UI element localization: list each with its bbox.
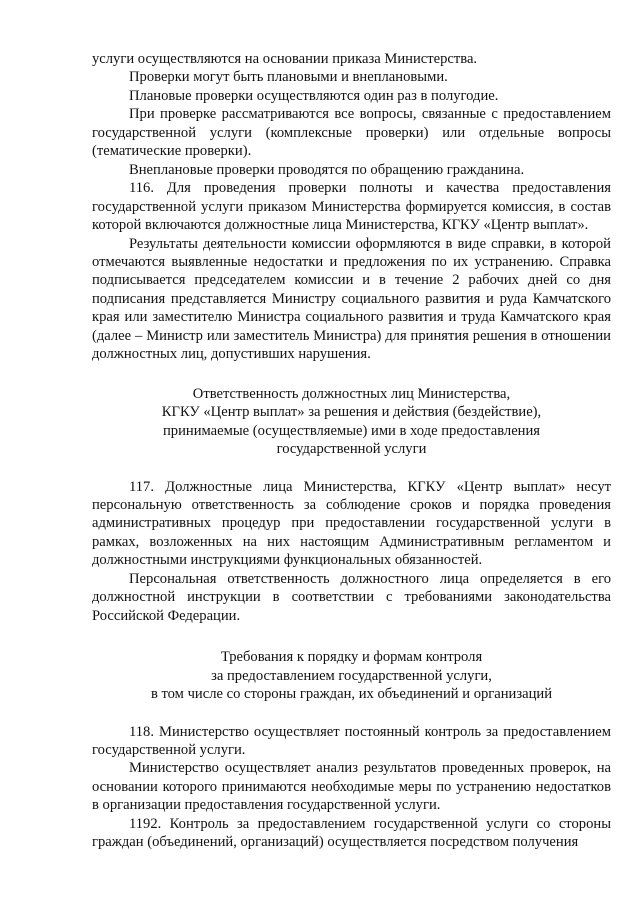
paragraph-check-types: Проверки могут быть плановыми и внеплановыми.: [129, 69, 448, 86]
section-heading-line: принимаемые (осуществляемые) ими в ходе предоставления: [162, 422, 540, 439]
section-heading-line: Ответственность должностных лиц Министерства,: [192, 385, 511, 402]
paragraph-check-scope: При проверке рассматриваются все вопросы, связанные с предоставлением государственной услуги (комплексные проверки) или отдельные вопросы (тематические проверки).: [92, 106, 611, 160]
section-heading-line: в том числе со стороны граждан, их объединений и организаций: [150, 686, 553, 703]
paragraph-personal-responsibility: Персональная ответственность должностного лица определяется в его должностной инструкции в соответствии с требованиями законодательства Российской Федерации.: [92, 570, 611, 624]
paragraph-116: 116. Для проведения проверки полноты и качества предоставления государственной услуги приказом Министерства формируется комиссия, в состав которой включаются должностные лица Министерства, КГКУ «Центр выплат».: [92, 180, 611, 234]
paragraph-118: 118. Министерство осуществляет постоянный контроль за предоставлением государственной услуги.: [92, 723, 611, 758]
document-page: [92, 50, 611, 852]
section-heading-line: Требования к порядку и формам контроля: [220, 649, 483, 666]
paragraph-ministry-analysis: Министерство осуществляет анализ результатов проведенных проверок, на основании которого принимаются необходимые меры по устранению недостатков в организации предоставления государственной услуги.: [92, 760, 611, 814]
paragraph-117: 117. Должностные лица Министерства, КГКУ «Центр выплат» несут персональную ответственность за соблюдение сроков и порядка проведения административных процедур при предоставлении государственной услуги в рамках, возложенных на них настоящим Административным регламентом и должностными инструкциями функциональных обязанностей.: [92, 478, 611, 569]
section-heading-line: государственной услуги: [276, 441, 427, 458]
paragraph-unplanned-checks: Внеплановые проверки проводятся по обращению гражданина.: [129, 161, 525, 178]
paragraph-continuation: услуги осуществляются на основании приказа Министерства.: [92, 51, 478, 67]
paragraph-planned-checks: Плановые проверки осуществляются один раз в полугодие.: [129, 87, 499, 104]
section-heading-line: за предоставлением государственной услуги,: [211, 667, 492, 684]
paragraph-commission-results: Результаты деятельности комиссии оформляются в виде справки, в которой отмечаются выявленные недостатки и предложения по их устранению. Справка подписывается председателем комиссии и в течение 2 рабочих дней со дня подписания представляется Министру социального развития и руда Камчатского края или заместителю Министра социального развития и труда Камчатского края (далее – Министр или заместитель Министра) для принятия решения в отношении должностных лиц, допустивших нарушения.: [92, 235, 611, 363]
section-heading-line: КГКУ «Центр выплат» за решения и действия (бездействие),: [161, 404, 542, 421]
paragraph-1192: 1192. Контроль за предоставлением государственной услуги со стороны граждан (объединений, организаций) осуществляется посредством получения: [92, 815, 611, 851]
